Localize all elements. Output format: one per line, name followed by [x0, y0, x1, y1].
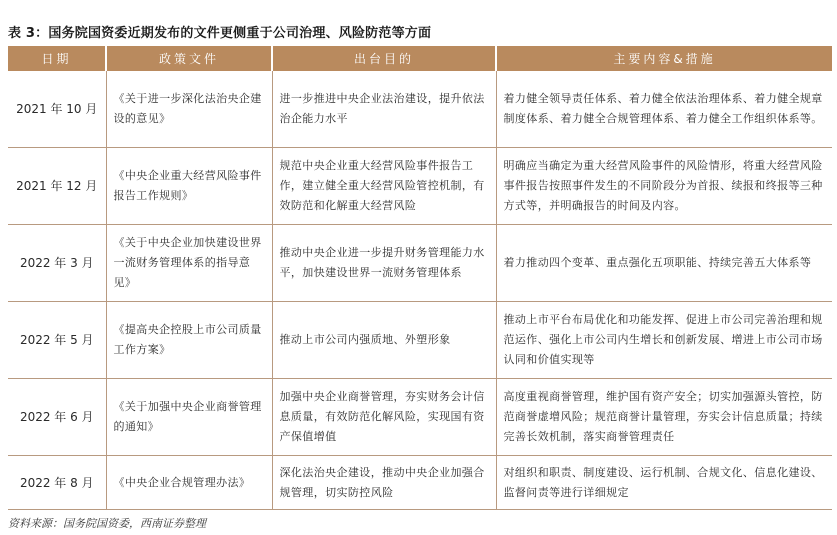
- header-policy: 政策文件: [106, 46, 272, 71]
- cell-purpose: 进一步推进中央企业法治建设，提升依法治企能力水平: [272, 71, 496, 148]
- cell-purpose: 深化法治央企建设，推动中央企业加强合规管理，切实防控风险: [272, 456, 496, 510]
- cell-date: 2022 年 8 月: [8, 456, 106, 510]
- table-title: 表 3：国务院国资委近期发布的文件更侧重于公司治理、风险防范等方面: [8, 26, 432, 41]
- cell-policy: 《关于加强中央企业商誉管理的通知》: [106, 379, 272, 456]
- table-row: [8, 148, 832, 225]
- cell-purpose: 推动上市公司内强质地、外塑形象: [272, 302, 496, 379]
- header-purpose: 出台目的: [272, 46, 496, 71]
- table-row: [8, 71, 832, 148]
- cell-date: 2022 年 5 月: [8, 302, 106, 379]
- cell-date: 2022 年 6 月: [8, 379, 106, 456]
- header-content: 主要内容&措施: [496, 46, 832, 71]
- table-row: [8, 302, 832, 379]
- cell-date: 2022 年 3 月: [8, 225, 106, 302]
- cell-purpose: 推动中央企业进一步提升财务管理能力水平，加快建设世界一流财务管理体系: [272, 225, 496, 302]
- table-row: [8, 379, 832, 456]
- cell-content: 推动上市平台布局优化和功能发挥、促进上市公司完善治理和规范运作、强化上市公司内生增长和创新发展、增进上市公司市场认同和价值实现等: [496, 302, 832, 379]
- source-note: 资料来源：国务院国资委，西南证券整理: [8, 517, 206, 530]
- cell-content: 对组织和职责、制度建设、运行机制、合规文化、信息化建设、监督问责等进行详细规定: [496, 456, 832, 510]
- cell-policy: 《关于进一步深化法治央企建设的意见》: [106, 71, 272, 148]
- cell-date: 2021 年 10 月: [8, 71, 106, 148]
- cell-purpose: 规范中央企业重大经营风险事件报告工作，建立健全重大经营风险管控机制，有效防范和化解重大经营风险: [272, 148, 496, 225]
- header-date: 日期: [8, 46, 106, 71]
- table-row: [8, 456, 832, 510]
- policy-table: [8, 46, 832, 510]
- table-header-row: [8, 46, 832, 71]
- cell-policy: 《中央企业重大经营风险事件报告工作规则》: [106, 148, 272, 225]
- cell-date: 2021 年 12 月: [8, 148, 106, 225]
- cell-content: 明确应当确定为重大经营风险事件的风险情形，将重大经营风险事件报告按照事件发生的不同阶段分为首报、续报和终报等三种方式等，并明确报告的时间及内容。: [496, 148, 832, 225]
- cell-content: 高度重视商誉管理，维护国有资产安全；切实加强源头管控，防范商誉虚增风险；规范商誉计量管理，夯实会计信息质量；持续完善长效机制，落实商誉管理责任: [496, 379, 832, 456]
- cell-content: 着力健全领导责任体系、着力健全依法治理体系、着力健全规章制度体系、着力健全合规管理体系、着力健全工作组织体系等。: [496, 71, 832, 148]
- table-row: [8, 225, 832, 302]
- cell-policy: 《提高央企控股上市公司质量工作方案》: [106, 302, 272, 379]
- cell-content: 着力推动四个变革、重点强化五项职能、持续完善五大体系等: [496, 225, 832, 302]
- cell-purpose: 加强中央企业商誉管理，夯实财务会计信息质量，有效防范化解风险，实现国有资产保值增值: [272, 379, 496, 456]
- cell-policy: 《关于中央企业加快建设世界一流财务管理体系的指导意见》: [106, 225, 272, 302]
- cell-policy: 《中央企业合规管理办法》: [106, 456, 272, 510]
